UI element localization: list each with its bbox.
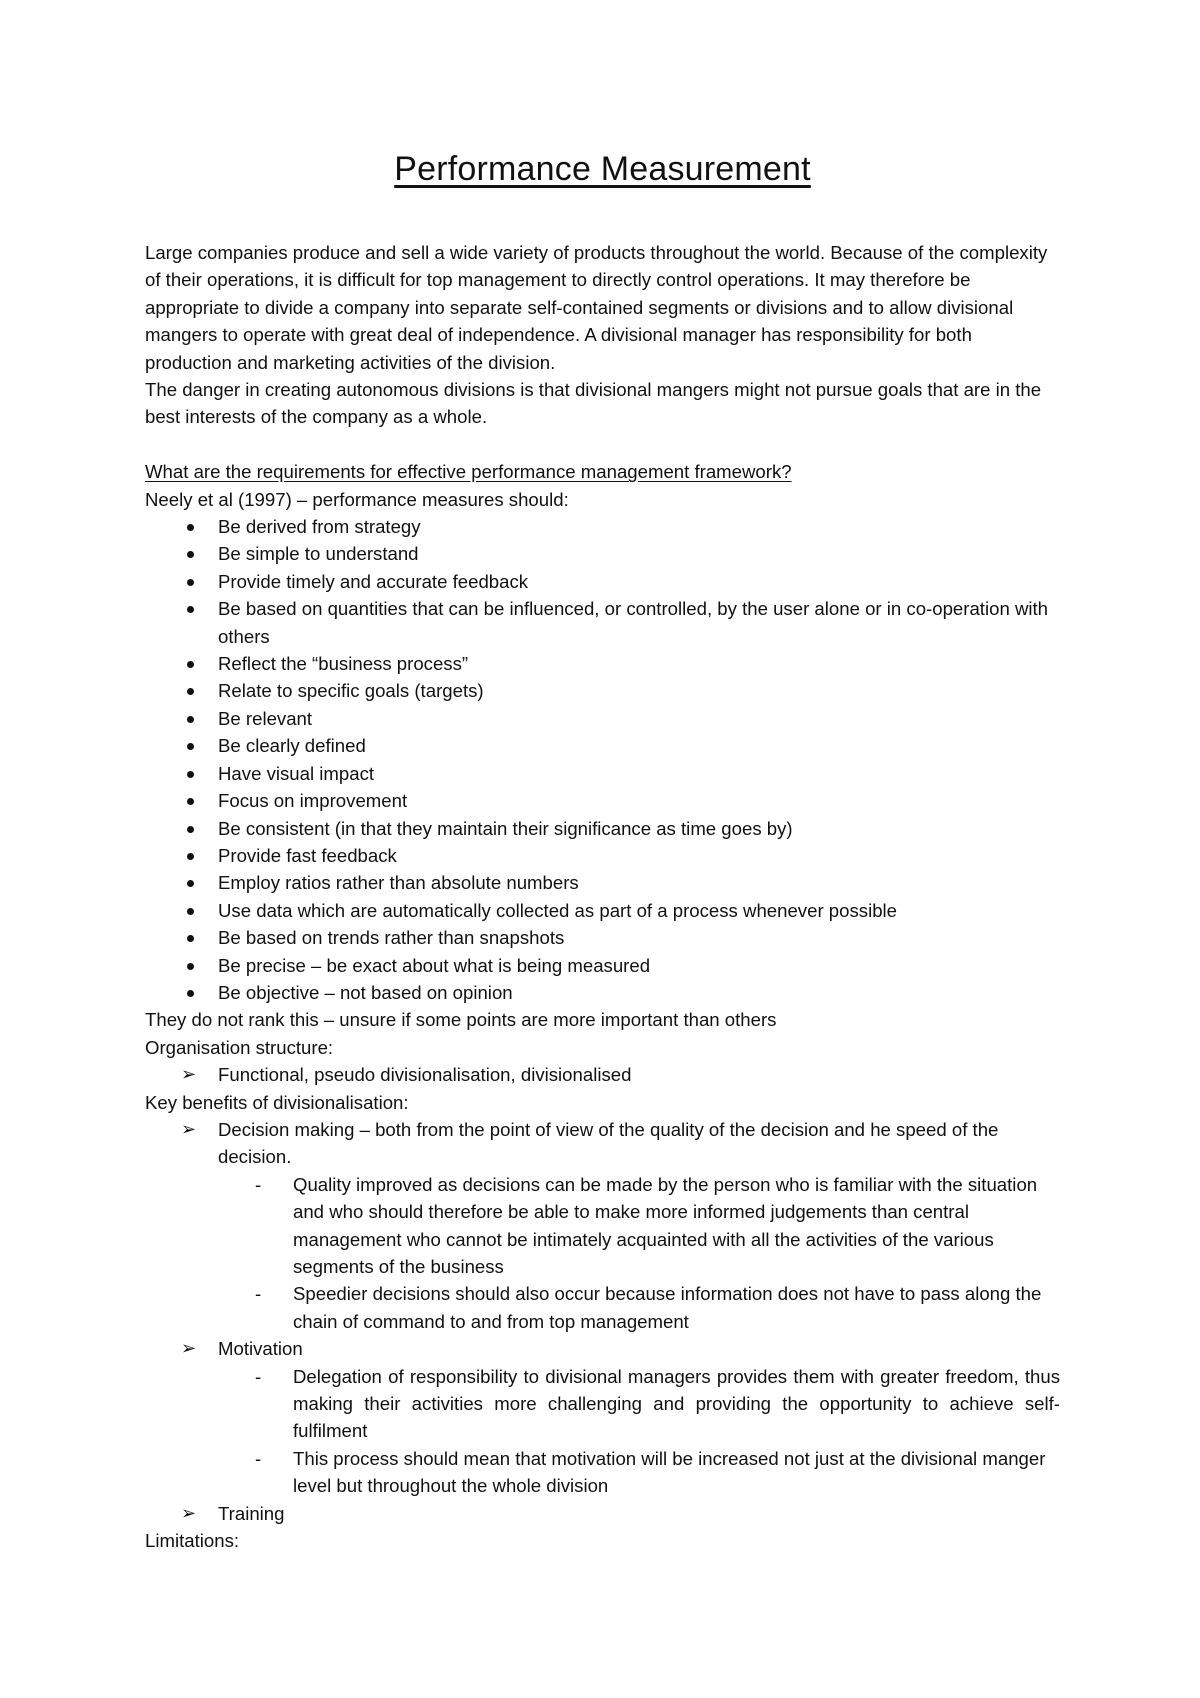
list-item: Focus on improvement	[145, 787, 1060, 814]
bullet-icon	[187, 935, 194, 942]
bullet-icon	[187, 688, 194, 695]
decision-sub-speed: - Speedier decisions should also occur because information does not have to pass along the chain of command to and from top management	[145, 1280, 1060, 1335]
list-item: Be based on quantities that can be influenced, or controlled, by the user alone or in co-operation with others	[145, 595, 1060, 650]
list-item: Be relevant	[145, 705, 1060, 732]
benefit-motivation: ➢ Motivation	[145, 1335, 1060, 1362]
bullet-icon	[187, 771, 194, 778]
bullet-icon	[187, 551, 194, 558]
org-structure-item: ➢ Functional, pseudo divisionalisation, divisionalised	[145, 1061, 1060, 1088]
page-title: Performance Measurement	[394, 150, 811, 188]
intro-paragraph: Large companies produce and sell a wide variety of products throughout the world. Because of the complexity of their operations, it is difficult for top management to directly control operations. It may therefore be appropriate to divide a company into separate self-contained segments or divisions and to allow divisional mangers to operate with great deal of independence. A divisional manager has responsibility for both production and marketing activities of the division.	[145, 242, 1048, 373]
bullet-icon	[187, 798, 194, 805]
measures-list	[145, 513, 1060, 1006]
list-item: Be based on trends rather than snapshots	[145, 924, 1060, 951]
list-item: Have visual impact	[145, 760, 1060, 787]
list-item: Be consistent (in that they maintain their significance as time goes by)	[145, 815, 1060, 842]
dash-bullet-icon: -	[255, 1447, 262, 1469]
bullet-icon	[187, 661, 194, 668]
list-item: Employ ratios rather than absolute numbers	[145, 869, 1060, 896]
list-item: Be simple to understand	[145, 540, 1060, 567]
arrow-bullet-icon: ➢	[181, 1118, 197, 1139]
benefit-decision-making: ➢ Decision making – both from the point of view of the quality of the decision and he speed of the decision.	[145, 1116, 1060, 1171]
bullet-icon	[187, 716, 194, 723]
bullet-icon	[187, 853, 194, 860]
dash-bullet-icon: -	[255, 1283, 262, 1305]
motivation-sub-process: - This process should mean that motivation will be increased not just at the divisional manger level but throughout the whole division	[145, 1445, 1060, 1500]
list-item: Be objective – not based on opinion	[145, 979, 1060, 1006]
list-item: Relate to specific goals (targets)	[145, 677, 1060, 704]
list-item: Be derived from strategy	[145, 513, 1060, 540]
list-item: Reflect the “business process”	[145, 650, 1060, 677]
arrow-bullet-icon: ➢	[181, 1502, 197, 1523]
bullet-icon	[187, 990, 194, 997]
dash-bullet-icon: -	[255, 1173, 262, 1195]
benefit-training: ➢ Training	[145, 1500, 1060, 1527]
org-structure-label: Organisation structure:	[145, 1036, 334, 1058]
blank-line	[145, 431, 1060, 458]
bullet-icon	[187, 743, 194, 750]
list-item: Use data which are automatically collected as part of a process whenever possible	[145, 897, 1060, 924]
neely-intro: Neely et al (1997) – performance measures should:	[145, 488, 569, 510]
arrow-bullet-icon: ➢	[181, 1064, 197, 1085]
dash-bullet-icon: -	[255, 1365, 262, 1387]
limitations-label: Limitations:	[145, 1530, 240, 1552]
bullet-icon	[187, 908, 194, 915]
list-item: Provide timely and accurate feedback	[145, 568, 1060, 595]
motivation-sub-delegation: - Delegation of responsibility to divisional managers provides them with greater freedom, thus making their activities more challenging and providing the opportunity to achieve self-fulfilment	[145, 1363, 1060, 1445]
danger-paragraph: The danger in creating autonomous divisions is that divisional mangers might not pursue goals that are in the best interests of the company as a whole.	[145, 379, 1042, 428]
list-item: Be clearly defined	[145, 732, 1060, 759]
decision-sub-quality: - Quality improved as decisions can be made by the person who is familiar with the situation and who should therefore be able to make more informed judgements than central management who cannot be intimately acquainted with all the activities of the various segments of the business	[145, 1171, 1060, 1281]
key-benefits-label: Key benefits of divisionalisation:	[145, 1091, 409, 1113]
requirements-heading: What are the requirements for effective performance management framework?	[145, 461, 792, 483]
bullet-icon	[187, 963, 194, 970]
rank-note: They do not rank this – unsure if some points are more important than others	[145, 1009, 777, 1031]
bullet-icon	[187, 606, 194, 613]
list-item: Be precise – be exact about what is being measured	[145, 952, 1060, 979]
bullet-icon	[187, 524, 194, 531]
bullet-icon	[187, 579, 194, 586]
bullet-icon	[187, 826, 194, 833]
bullet-icon	[187, 880, 194, 887]
list-item: Provide fast feedback	[145, 842, 1060, 869]
arrow-bullet-icon: ➢	[181, 1338, 197, 1359]
